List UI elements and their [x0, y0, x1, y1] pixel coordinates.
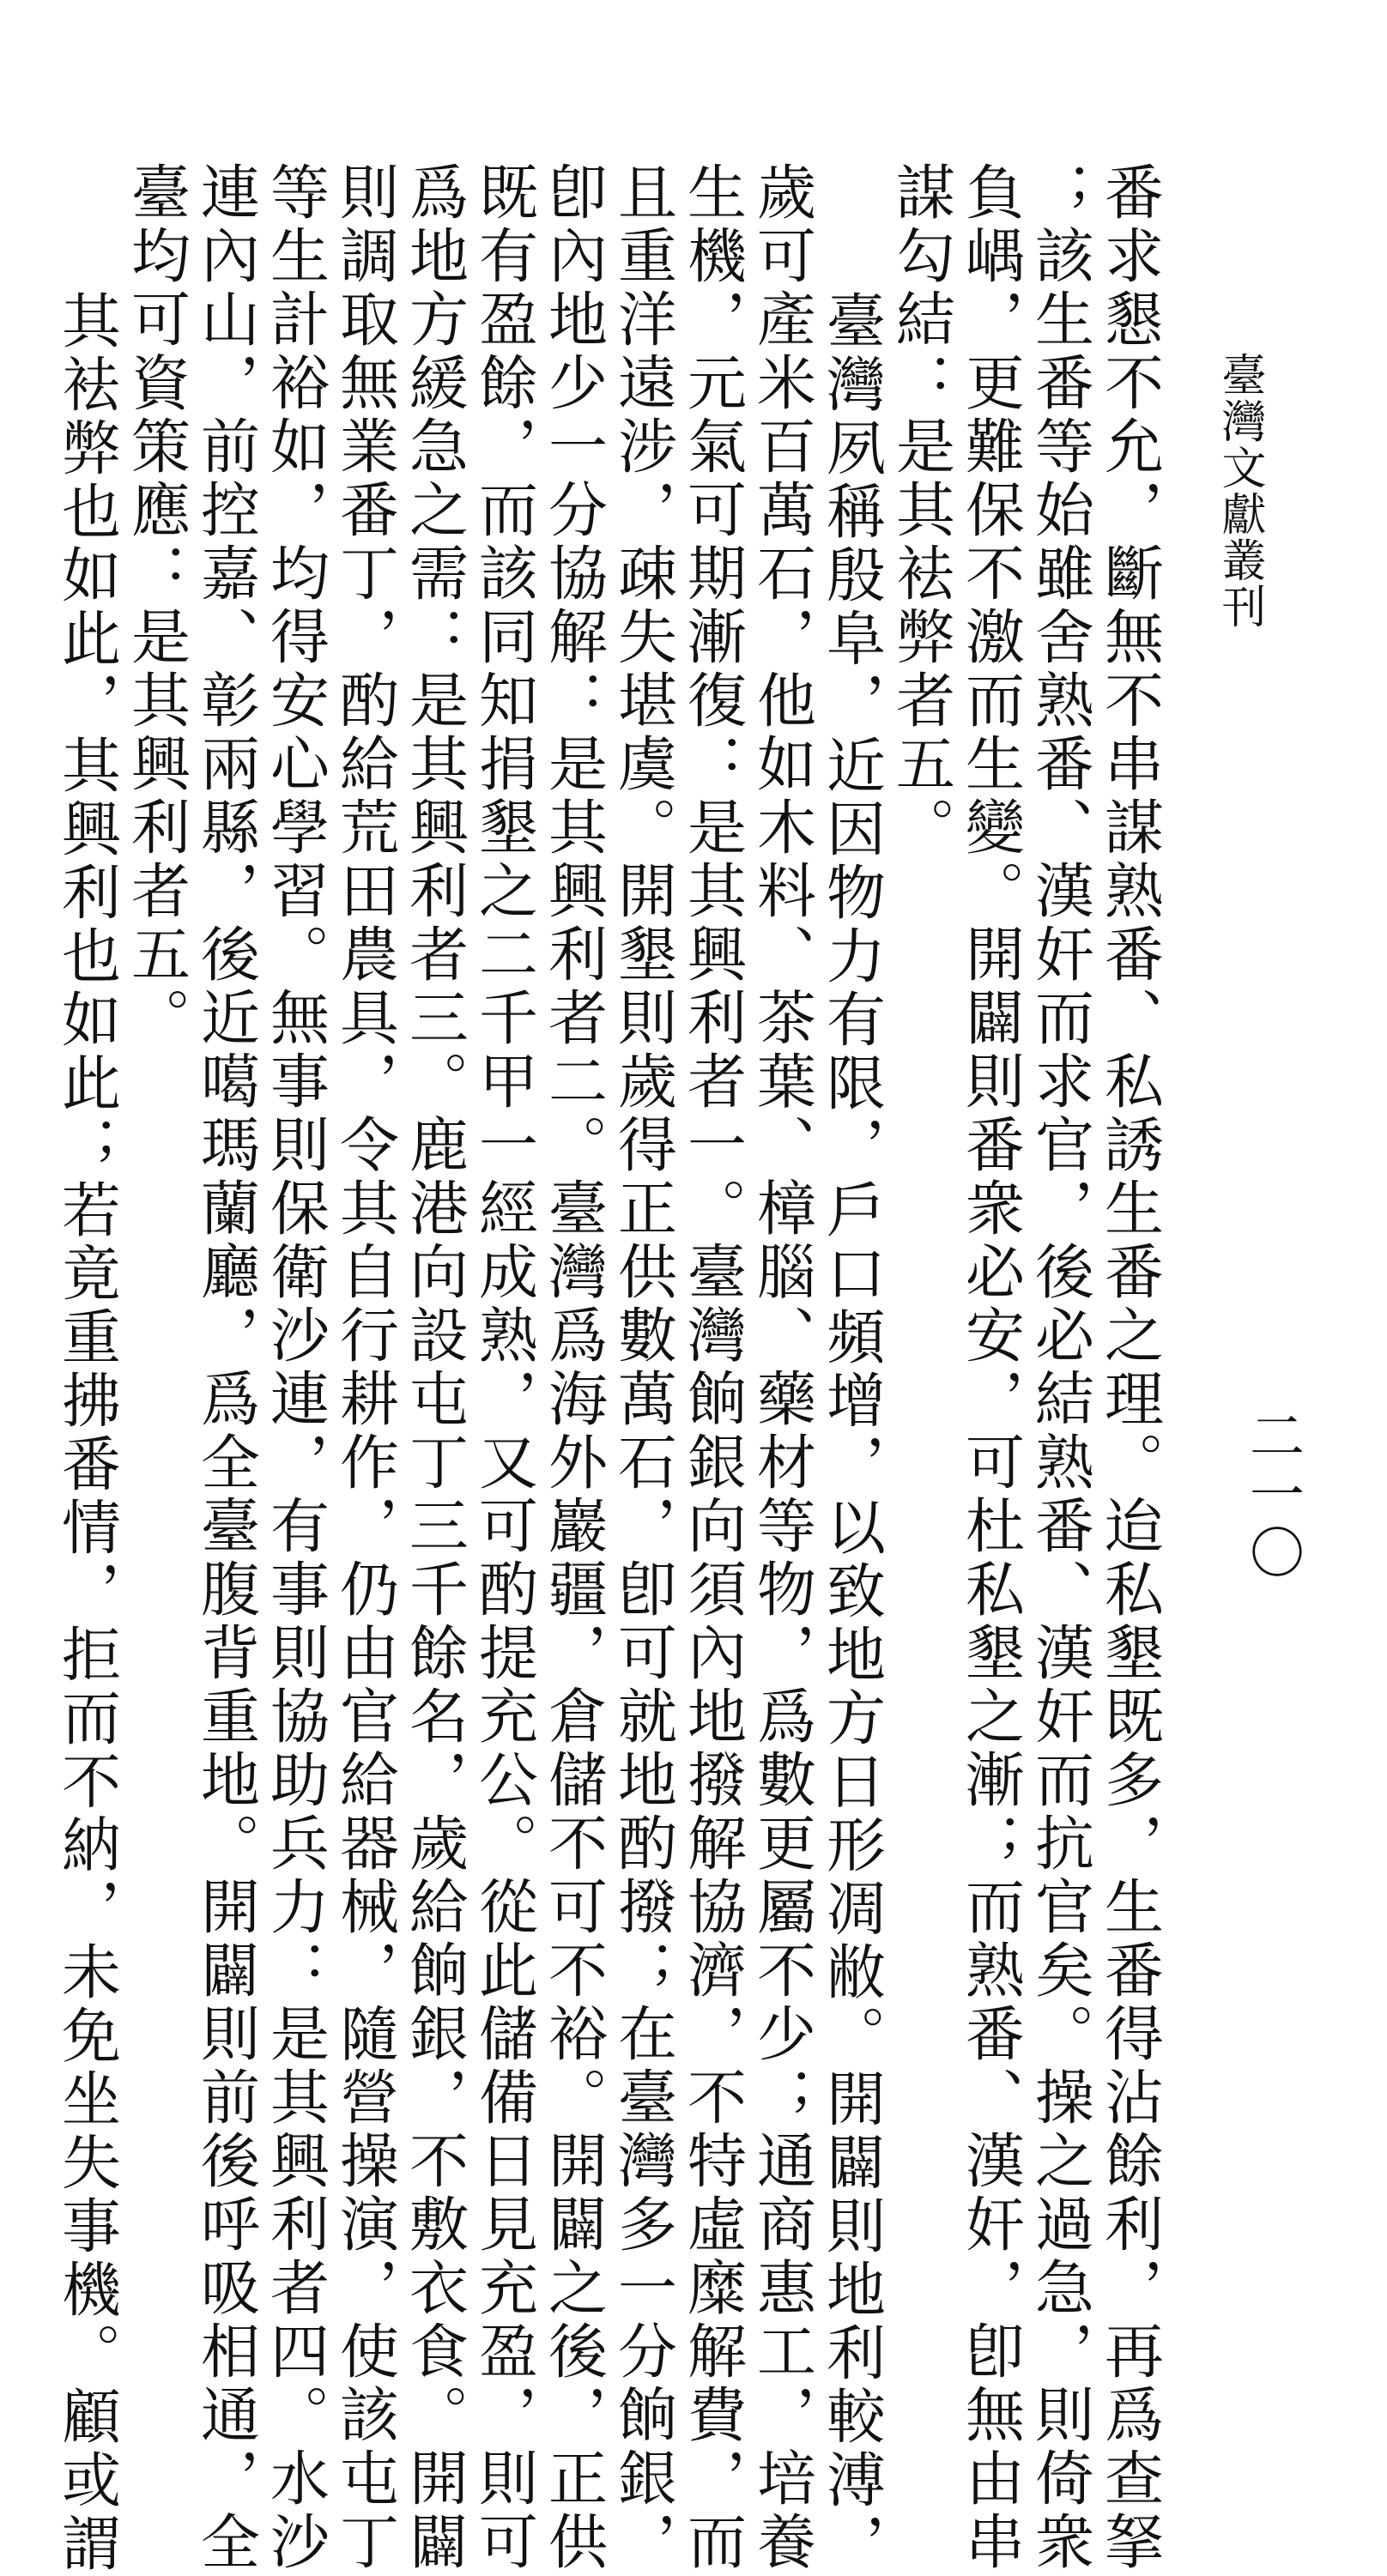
text-column: 生機，元氣可期漸復：是其興利者一。臺灣餉銀向須內地撥解協濟，不特虛糜解費，而 — [677, 161, 746, 2574]
text-column: ；該生番等始雖舍熟番、漢奸而求官，後必結熟番、漢奸而抗官矣。操之過急，則倚衆 — [1025, 161, 1093, 2574]
text-column: 番求懇不允，斷無不串謀熟番、私誘生番之理。迨私墾既多，生番得沾餘利，再爲查拏 — [1094, 161, 1163, 2574]
paragraph-start-column: 臺灣夙稱殷阜，近因物力有限，戶口頻增，以致地方日形凋敝。開闢則地利較溥， — [816, 290, 885, 2576]
text-column: 則調取無業番丁，酌給荒田農具，令其自行耕作，仍由官給器械，隨營操演，使該屯丁 — [330, 161, 398, 2574]
text-column: 爲地方緩急之需：是其興利者三。鹿港向設屯丁三千餘名，歲給餉銀，不敷衣食。開闢 — [399, 161, 468, 2574]
text-column: 負嵎，更難保不激而生變。開闢則番衆必安，可杜私墾之漸；而熟番、漢奸，卽無由串 — [955, 161, 1024, 2574]
text-column: 卽內地少一分協解：是其興利者二。臺灣爲海外巖疆，倉儲不可不裕。開闢之後，正供 — [538, 161, 607, 2574]
text-column: 等生計裕如，均得安心學習。無事則保衛沙連，有事則協助兵力：是其興利者四。水沙 — [260, 161, 329, 2574]
text-column: 謀勾結：是其袪弊者五。 — [886, 161, 954, 860]
text-column: 臺均可資策應：是其興利者五。 — [121, 161, 190, 1050]
text-column: 既有盈餘，而該同知捐墾之二千甲一經成熟，又可酌提充公。從此儲備日見充盈，則可 — [469, 161, 537, 2574]
running-title: 臺灣文獻叢刊 — [1214, 352, 1265, 630]
text-column: 歲可產米百萬石，他如木料、茶葉、樟腦、藥材等物，爲數更屬不少；通商惠工，培養 — [747, 161, 815, 2574]
body-text — [51, 161, 1163, 2576]
page-number: 二一〇 — [1240, 1407, 1304, 1582]
text-column: 且重洋遠涉，疎失堪虞。開墾則歲得正供數萬石，卽可就地酌撥；在臺灣多一分餉銀， — [608, 161, 676, 2574]
paragraph-start-column: 其袪弊也如此，其興利也如此；若竟重拂番情，拒而不納，未免坐失事機。顧或謂 — [51, 290, 120, 2576]
text-column: 連內山，前控嘉、彰兩縣，後近噶瑪蘭廳，爲全臺腹背重地。開闢則前後呼吸相通，全 — [191, 161, 259, 2574]
